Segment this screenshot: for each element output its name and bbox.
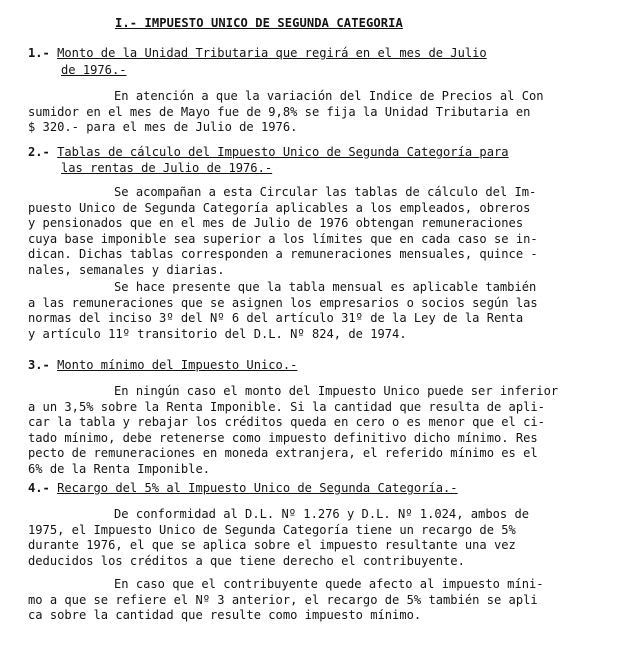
section-1-paragraph-1	[28, 89, 618, 136]
section-3-paragraph-1	[28, 384, 618, 477]
section-4-paragraph-1	[28, 507, 618, 569]
text-line: puesto Unico de Segunda Categoría aplicables a los empleados, obreros	[28, 200, 531, 215]
text-line: normas del inciso 3º del Nº 6 del artículo 31º de la Ley de la Renta	[28, 311, 524, 325]
section-3-heading-line-1: Monto mínimo del Impuesto Unico.-	[57, 358, 298, 372]
section-2-heading	[28, 145, 509, 161]
text-line: dican. Dichas tablas corresponden a remuneraciones mensuales, quince -	[28, 247, 538, 261]
section-3-heading	[28, 358, 297, 374]
text-line: En ningún caso el monto del Impuesto Unico puede ser inferior	[114, 384, 559, 398]
section-4-paragraph-2	[28, 577, 618, 624]
section-1-heading	[28, 46, 487, 62]
text-line: y artículo 11º transitorio del D.L. Nº 824, de 1974.	[28, 326, 407, 341]
section-4-heading	[28, 481, 458, 497]
section-4-number: 4.-	[28, 481, 50, 495]
text-line: sumidor en el mes de Mayo fue de 9,8% se fija la Unidad Tributaria en	[28, 104, 531, 119]
text-line: tado mínimo, debe retenerse como impuesto definitivo dicho mínimo. Res	[28, 430, 538, 445]
text-line: ca sobre la cantidad que resulte como impuesto mínimo.	[28, 608, 422, 622]
text-line: car la tabla y rebajar los créditos queda en cero o es menor que el ci-	[28, 415, 545, 429]
section-2-heading-line-1: Tablas de cálculo del Impuesto Unico de Segunda Categoría para	[57, 145, 509, 159]
text-line: En caso que el contribuyente quede afecto al impuesto míni-	[114, 577, 544, 591]
text-line: a un 3,5% sobre la Renta Imponible. Si la cantidad que resulta de apli-	[28, 399, 545, 414]
text-line: De conformidad al D.L. Nº 1.276 y D.L. Nº 1.024, ambos de	[114, 507, 530, 521]
text-line: Se hace presente que la tabla mensual es aplicable también	[114, 280, 537, 294]
section-2-heading-line-2: las rentas de Julio de 1976.-	[61, 161, 273, 175]
text-line: deducidos los créditos a que tiene derecho el contribuyente.	[28, 553, 465, 568]
text-line: cuya base imponible sea superior a los límites que en cada caso se in-	[28, 231, 538, 246]
text-line: Se acompañan a esta Circular las tablas de cálculo del Im-	[114, 185, 537, 199]
text-line: y pensionados que en el mes de Julio de 1976 obtengan remuneraciones	[28, 216, 524, 230]
text-line: En atención a que la variación del Indice de Precios al Con	[114, 89, 544, 103]
section-2-number: 2.-	[28, 145, 50, 159]
section-2-paragraph-2	[28, 280, 618, 342]
text-line: nales, semanales y diarias.	[28, 262, 225, 277]
document-title: I.- IMPUESTO UNICO DE SEGUNDA CATEGORIA	[115, 16, 403, 30]
text-line: durante 1976, el que se aplica sobre el impuesto resultante una vez	[28, 538, 516, 552]
text-line: 1975, el Impuesto Unico de Segunda Categoría tiene un recargo de 5%	[28, 522, 516, 537]
text-line: pecto de remuneraciones en moneda extranjera, el referido mínimo es el	[28, 446, 538, 460]
section-2-paragraph-1	[28, 185, 618, 278]
section-1-number: 1.-	[28, 46, 50, 60]
text-line: a las remuneraciones que se asignen los empresarios o socios según las	[28, 295, 538, 310]
section-4-heading-line-1: Recargo del 5% al Impuesto Unico de Segunda Categoría.-	[57, 481, 458, 495]
section-3-number: 3.-	[28, 358, 50, 372]
section-1-heading-line-1: Monto de la Unidad Tributaria que regirá en el mes de Julio	[57, 46, 487, 60]
text-line: 6% de la Renta Imponible.	[28, 461, 211, 476]
text-line: $ 320.- para el mes de Julio de 1976.	[28, 120, 298, 134]
text-line: mo a que se refiere el Nº 3 anterior, el recargo de 5% también se apli	[28, 592, 538, 607]
section-1-heading-line-2: de 1976.-	[61, 63, 127, 77]
